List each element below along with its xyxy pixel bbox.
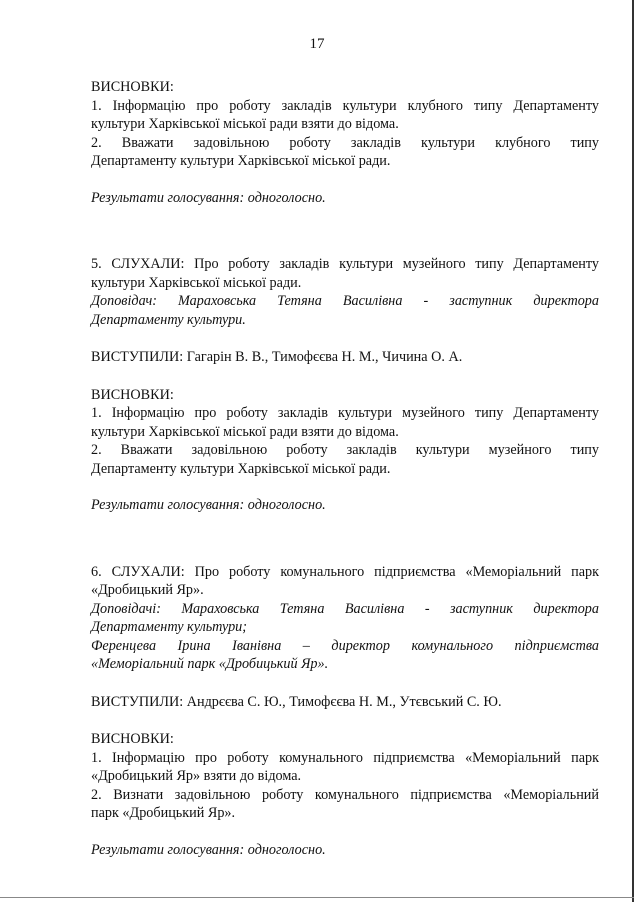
speaker-cont: Департаменту культури;: [91, 619, 247, 635]
heard-item-cont: «Дробицький Яр».: [91, 582, 204, 598]
spoke-list: ВИСТУПИЛИ: Гагарін В. В., Тимофєєва Н. М., Чичина О. А.: [91, 349, 463, 365]
conclusion-item: 2. Визнати задовільною роботу комунального підприємства «Меморіальний: [91, 786, 599, 803]
document-body: [91, 78, 599, 859]
conclusion-item-cont: Департаменту культури Харківської міської ради.: [91, 460, 391, 477]
conclusions-heading: ВИСНОВКИ:: [91, 386, 174, 403]
speaker-cont: Департаменту культури.: [91, 311, 246, 328]
vote-result: Результати голосування: одноголосно.: [91, 497, 326, 513]
conclusion-item: 1. Інформацію про роботу закладів культури музейного типу Департаменту: [91, 405, 599, 421]
speaker-cont: «Меморіальний парк «Дробицький Яр».: [91, 656, 329, 672]
heard-item: 6. СЛУХАЛИ: Про роботу комунального підприємства «Меморіальний парк: [91, 563, 599, 580]
page-number: 17: [309, 36, 325, 52]
speaker: Ференцева Ірина Іванівна – директор комунального підприємства: [91, 637, 599, 654]
conclusion-item-cont: культури Харківської міської ради взяти до відома.: [91, 423, 399, 440]
vote-result: Результати голосування: одноголосно.: [91, 841, 326, 858]
conclusions-heading: ВИСНОВКИ:: [91, 79, 174, 95]
scan-edge-bottom: [0, 897, 634, 898]
conclusion-item: 1. Інформацію про роботу закладів культури клубного типу Департаменту: [91, 97, 599, 114]
spoke-list: ВИСТУПИЛИ: Андрєєва С. Ю., Тимофєєва Н. М., Утєвський С. Ю.: [91, 693, 502, 710]
speaker: Доповідач: Мараховська Тетяна Василівна - заступник директора: [91, 293, 599, 309]
vote-result: Результати голосування: одноголосно.: [91, 189, 326, 206]
conclusion-item-cont: культури Харківської міської ради взяти до відома.: [91, 116, 399, 132]
conclusion-item: 2. Вважати задовільною роботу закладів культури музейного типу: [91, 442, 599, 458]
conclusion-item-cont: парк «Дробицький Яр».: [91, 805, 236, 821]
conclusion-item-cont: «Дробицький Яр» взяти до відома.: [91, 768, 302, 784]
conclusions-heading: ВИСНОВКИ:: [91, 731, 174, 747]
conclusion-item: 1. Інформацію про роботу комунального підприємства «Меморіальний парк: [91, 749, 599, 766]
heard-item: 5. СЛУХАЛИ: Про роботу закладів культури музейного типу Департаменту: [91, 256, 599, 272]
conclusion-item: 2. Вважати задовільною роботу закладів культури клубного типу: [91, 134, 599, 151]
speaker: Доповідачі: Мараховська Тетяна Василівна - заступник директора: [91, 600, 599, 617]
conclusion-item-cont: Департаменту культури Харківської міської ради.: [91, 153, 391, 169]
heard-item-cont: культури Харківської міської ради.: [91, 274, 302, 291]
